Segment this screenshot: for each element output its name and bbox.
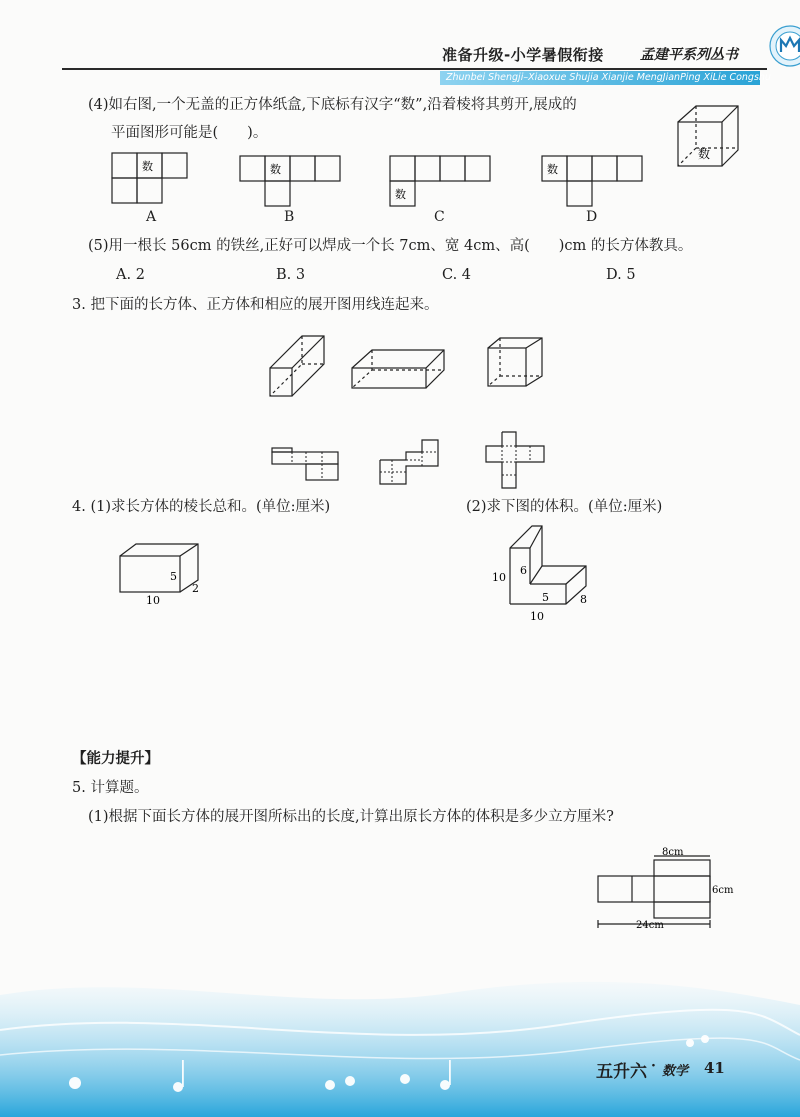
ability-heading: 【能力提升】 [72, 751, 159, 767]
q5-1-text: (1)根据下面长方体的展开图所标出的长度,计算出原长方体的体积是多少立方厘米? [88, 809, 614, 825]
q4-part1-text: 4. (1)求长方体的棱长总和。(单位:厘米) [72, 499, 331, 515]
q4-cuboid-width: 2 [192, 582, 199, 595]
cube-bottom-char: 数 [698, 147, 711, 161]
option-c-label: C [434, 209, 445, 225]
q2-5-choice-b: B. 3 [276, 267, 306, 283]
net-d-char: 数 [547, 163, 558, 176]
option-a-label: A [146, 209, 157, 225]
q3-cuboid-tall [266, 330, 330, 400]
net-option-b [238, 154, 342, 210]
option-d-label: D [586, 209, 598, 225]
publisher-logo-icon [768, 22, 800, 68]
q4-l-depth: 8 [580, 593, 587, 606]
q2-4-line2: 平面图形可能是( )。 [111, 125, 268, 141]
net-option-a [110, 151, 190, 207]
q4-cuboid [116, 540, 216, 608]
q2-5-choice-c: C. 4 [442, 267, 472, 283]
header-pinyin: Zhunbei Shengji–Xiaoxue Shujia Xianjie MengJianPing XiLie Congshu [446, 72, 771, 83]
q4-l-inner-height: 6 [520, 564, 527, 577]
q3-net-3 [484, 430, 548, 492]
page-number: 41 [704, 1059, 725, 1077]
q5-net-right-label: 6cm [712, 885, 734, 896]
q5-net-bottom-label: 24cm [636, 920, 664, 931]
q5-title: 5. 计算题。 [72, 780, 149, 796]
q2-5-text: (5)用一根长 56cm 的铁丝,正好可以焊成一个长 7cm、宽 4cm、高( )cm 的长方体教具。 [88, 238, 693, 254]
q2-5-choice-a: A. 2 [116, 267, 145, 283]
footer-music-wave [0, 975, 800, 1117]
q3-net-2 [378, 438, 442, 488]
q5-net [594, 846, 740, 936]
header-title: 准备升级-小学暑假衔接 [442, 46, 604, 64]
q4-l-shape [486, 524, 596, 624]
q3-cuboid-flat [348, 346, 448, 392]
open-cube-figure [670, 100, 740, 172]
footer-subject-code: 五升六 [596, 1062, 647, 1082]
footer-subject: 数学 [662, 1064, 689, 1079]
q3-net-1 [270, 446, 344, 484]
net-a-char: 数 [142, 160, 153, 173]
option-b-label: B [284, 209, 295, 225]
q3-text: 3. 把下面的长方体、正方体和相应的展开图用线连起来。 [72, 297, 439, 313]
header-rule [62, 68, 767, 70]
q4-l-length: 10 [530, 610, 544, 623]
q4-cuboid-length: 10 [146, 594, 160, 607]
q5-net-top-label: 8cm [662, 847, 684, 858]
q2-4-line1: (4)如右图,一个无盖的正方体纸盒,下底标有汉字“数”,沿着棱将其剪开,展成的 [88, 97, 577, 113]
q2-5-choice-d: D. 5 [606, 267, 636, 283]
q4-l-height: 10 [492, 571, 506, 584]
footer-dot: · [651, 1058, 656, 1074]
net-c-char: 数 [395, 188, 406, 201]
q4-l-step: 5 [542, 591, 549, 604]
net-option-c [388, 154, 492, 210]
q3-cube [484, 334, 548, 390]
net-b-char: 数 [270, 163, 281, 176]
q4-cuboid-height: 5 [170, 570, 177, 583]
header-brand: 孟建平系列丛书 [640, 47, 738, 63]
q4-part2-text: (2)求下图的体积。(单位:厘米) [466, 499, 663, 515]
net-option-d [540, 154, 644, 210]
